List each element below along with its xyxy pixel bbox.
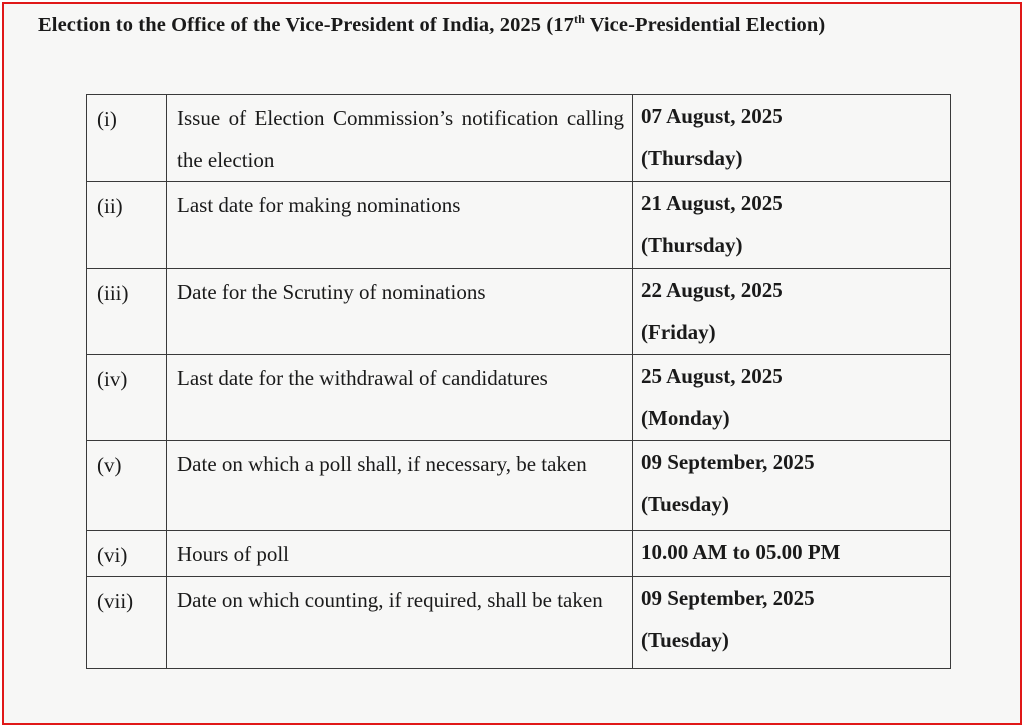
table-row [87, 577, 951, 669]
row-description: Date for the Scrutiny of nominations [167, 269, 633, 355]
row-number: (vi) [87, 531, 167, 577]
title-prefix: Election to the Office of the Vice-President of India, 2025 (17 [38, 14, 574, 36]
date-value: 22 August, 2025 [641, 278, 783, 302]
row-date [633, 95, 951, 182]
day-value: (Thursday) [641, 146, 743, 170]
day-value: (Thursday) [641, 233, 743, 257]
row-date [633, 531, 951, 577]
row-description: Last date for making nominations [167, 182, 633, 269]
table-row [87, 95, 951, 182]
date-value: 25 August, 2025 [641, 364, 783, 388]
row-number: (iv) [87, 355, 167, 441]
date-value: 09 September, 2025 [641, 450, 815, 474]
page-title [38, 14, 825, 37]
title-suffix: Vice-Presidential Election) [584, 14, 826, 36]
row-number: (ii) [87, 182, 167, 269]
table-row [87, 531, 951, 577]
date-value: 10.00 AM to 05.00 PM [641, 540, 841, 564]
table-row [87, 269, 951, 355]
row-date [633, 182, 951, 269]
row-number: (i) [87, 95, 167, 182]
date-value: 21 August, 2025 [641, 191, 783, 215]
table-row [87, 182, 951, 269]
row-number: (v) [87, 441, 167, 531]
table-row [87, 355, 951, 441]
row-description: Date on which counting, if required, shall be taken [167, 577, 633, 669]
row-date [633, 269, 951, 355]
row-date [633, 577, 951, 669]
date-value: 09 September, 2025 [641, 586, 815, 610]
row-description: Last date for the withdrawal of candidatures [167, 355, 633, 441]
table-row [87, 441, 951, 531]
day-value: (Tuesday) [641, 628, 729, 652]
date-value: 07 August, 2025 [641, 104, 783, 128]
day-value: (Tuesday) [641, 492, 729, 516]
day-value: (Monday) [641, 406, 730, 430]
row-description: Hours of poll [167, 531, 633, 577]
row-number: (iii) [87, 269, 167, 355]
row-number: (vii) [87, 577, 167, 669]
election-schedule-table [86, 94, 951, 669]
title-superscript: th [574, 12, 585, 27]
day-value: (Friday) [641, 320, 716, 344]
row-description: Date on which a poll shall, if necessary, be taken [167, 441, 633, 531]
row-description: Issue of Election Commission’s notification calling the election [167, 95, 633, 182]
row-date [633, 355, 951, 441]
row-date [633, 441, 951, 531]
